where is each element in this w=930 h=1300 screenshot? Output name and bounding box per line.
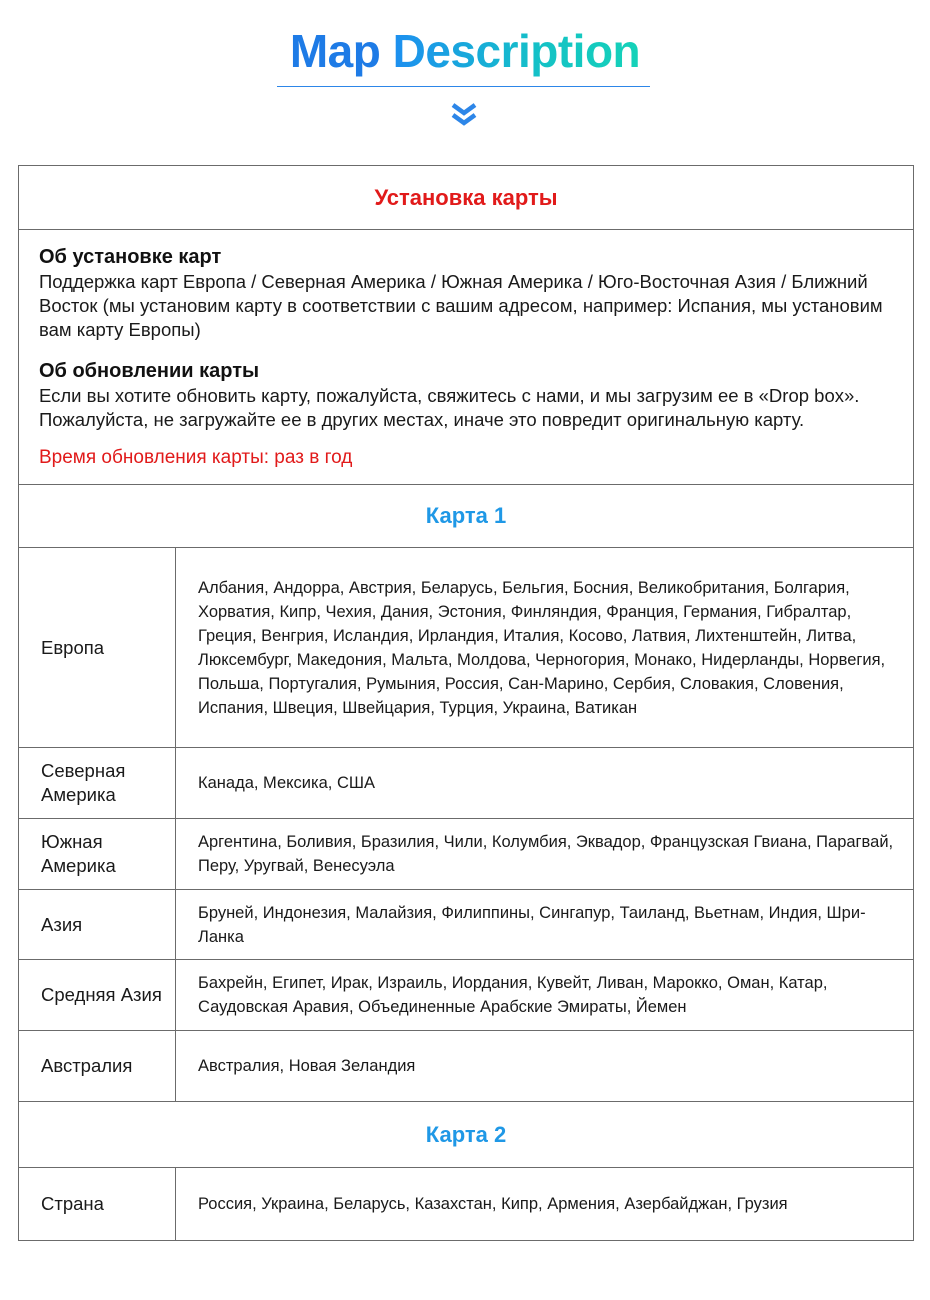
page-header: [0, 0, 930, 140]
about-install-title: Об установке карт: [39, 246, 222, 268]
region-label: Северная Америка: [19, 748, 176, 819]
title-underline: [277, 86, 650, 87]
country-list: Канада, Мексика, США: [176, 748, 914, 819]
region-label: Европа: [19, 548, 176, 748]
update-time-note: Время обновления карты: раз в год: [39, 447, 353, 468]
region-label: Азия: [19, 890, 176, 960]
table-row: [19, 548, 914, 748]
install-info: [19, 230, 914, 485]
region-label: Страна: [19, 1168, 176, 1241]
about-update-text: Если вы хотите обновить карту, пожалуйста, свяжитесь с нами, и мы загрузим ее в «Drop box». Пожалуйста, не загружайте ее в других местах, иначе это повредит оригинальную карту.: [39, 385, 860, 430]
country-list: Бруней, Индонезия, Малайзия, Филиппины, Сингапур, Таиланд, Вьетнам, Индия, Шри-Ланка: [176, 890, 914, 960]
table-row: [19, 819, 914, 890]
title-word-map: Map: [289, 25, 381, 77]
double-chevron-down-icon: [449, 100, 479, 130]
region-label: Австралия: [19, 1031, 176, 1102]
page-title: [0, 24, 930, 78]
about-install-text: Поддержка карт Европа / Северная Америка / Южная Америка / Юго-Восточная Азия / Ближний Восток (мы установим карту в соответствии с вашим адресом, например: Испания, мы установим вам карту Европы): [39, 271, 883, 340]
table-row: [19, 748, 914, 819]
map1-heading: Карта 1: [19, 485, 914, 548]
map-description-table: [18, 165, 914, 1241]
table-row: [19, 1168, 914, 1241]
map2-heading: Карта 2: [19, 1102, 914, 1168]
install-heading: Установка карты: [19, 166, 914, 230]
country-list: Россия, Украина, Беларусь, Казахстан, Кипр, Армения, Азербайджан, Грузия: [176, 1168, 914, 1241]
region-label: Южная Америка: [19, 819, 176, 890]
title-word-description: Description: [392, 25, 641, 77]
table-row: [19, 1031, 914, 1102]
country-list: Австралия, Новая Зеландия: [176, 1031, 914, 1102]
country-list: Бахрейн, Египет, Ирак, Израиль, Иордания, Кувейт, Ливан, Марокко, Оман, Катар, Саудовская Аравия, Объединенные Арабские Эмираты, Йемен: [176, 960, 914, 1031]
country-list: Албания, Андорра, Австрия, Беларусь, Бельгия, Босния, Великобритания, Болгария, Хорватия, Кипр, Чехия, Дания, Эстония, Финляндия, Франция, Германия, Гибралтар, Греция, Венгрия, Исландия, Ирландия, Италия, Косово, Латвия, Лихтенштейн, Литва, Люксембург, Македония, Мальта, Молдова, Черногория, Монако, Нидерланды, Норвегия, Польша, Португалия, Румыния, Россия, Сан-Марино, Сербия, Словакия, Словения, Испания, Швеция, Швейцария, Турция, Украина, Ватикан: [176, 548, 914, 748]
region-label: Средняя Азия: [19, 960, 176, 1031]
table-row: [19, 890, 914, 960]
country-list: Аргентина, Боливия, Бразилия, Чили, Колумбия, Эквадор, Французская Гвиана, Парагвай, Перу, Уругвай, Венесуэла: [176, 819, 914, 890]
about-update-title: Об обновлении карты: [39, 360, 260, 382]
table-row: [19, 960, 914, 1031]
